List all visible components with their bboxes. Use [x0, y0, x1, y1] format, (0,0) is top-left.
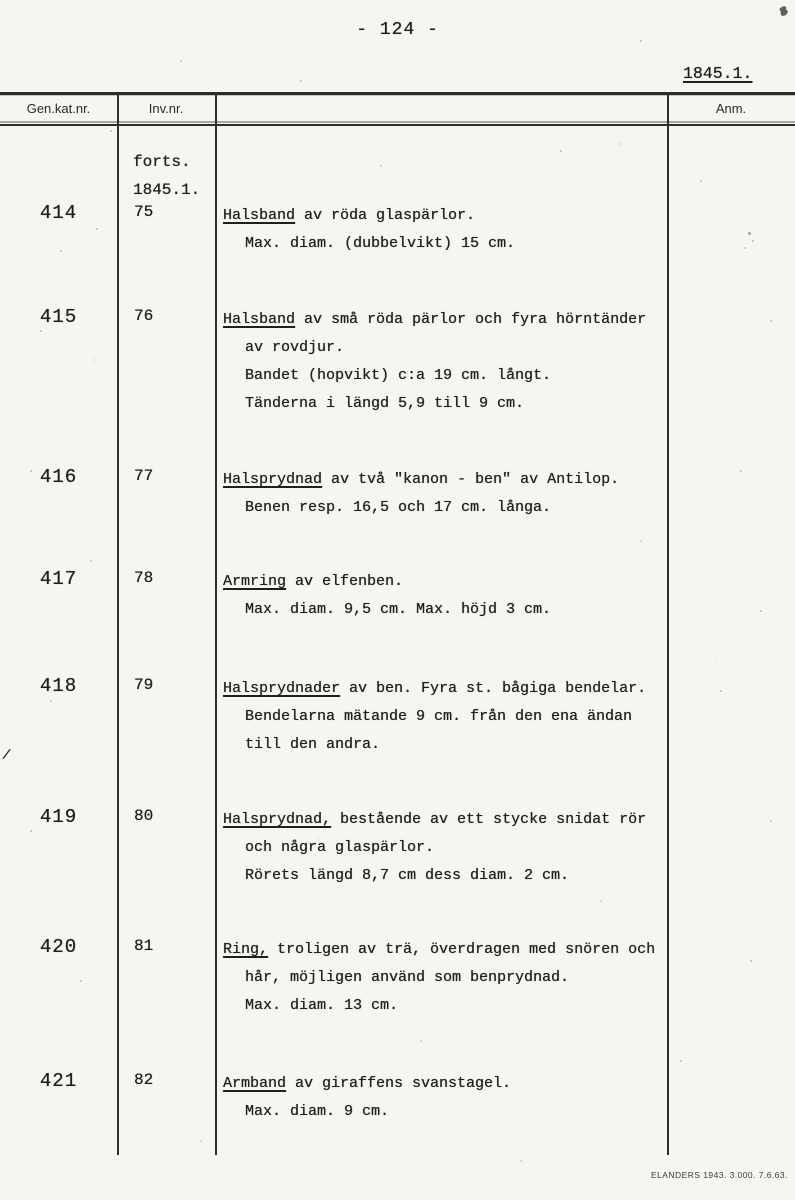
entry-first-line — [223, 806, 663, 834]
inv-nr-value: 75 — [134, 203, 154, 221]
scan-speck — [560, 150, 562, 152]
scan-speck — [60, 250, 62, 252]
entry-description — [223, 675, 663, 759]
entry-first-line — [223, 1070, 663, 1098]
entry-line: av rovdjur. — [245, 339, 345, 356]
continuation-line1: forts. — [133, 153, 191, 171]
entry-description — [223, 466, 663, 522]
ink-blot — [777, 5, 789, 18]
gen-kat-nr-value: 415 — [39, 306, 78, 328]
scan-speck — [750, 960, 752, 962]
entry-headword-rest: bestående av ett stycke snidat rör — [331, 811, 647, 828]
entry-headword: Ring, — [223, 941, 269, 958]
scan-speck — [640, 40, 642, 42]
entry-first-line — [223, 675, 663, 703]
entry-first-line — [223, 936, 663, 964]
entry-description — [223, 202, 663, 258]
scan-speck — [80, 980, 82, 982]
entry-line: Bendelarna mätande 9 cm. från den ena ändan — [245, 708, 633, 725]
gen-kat-nr-value: 418 — [39, 675, 78, 697]
entry-headword-rest: av giraffens svanstagel. — [286, 1075, 512, 1092]
page-number: - 124 - — [356, 20, 439, 40]
scan-speck — [96, 228, 98, 230]
scan-speck — [770, 820, 772, 822]
entry-line: Benen resp. 16,5 och 17 cm. långa. — [245, 499, 552, 516]
inv-nr-value: 80 — [134, 807, 154, 825]
inv-nr-value: 79 — [134, 676, 154, 694]
scan-speck — [700, 180, 702, 182]
entry-headword-rest: av två "kanon - ben" av Antilop. — [322, 471, 620, 488]
scan-speck — [30, 470, 32, 472]
entry-line: Max. diam. 9,5 cm. Max. höjd 3 cm. — [245, 601, 552, 618]
column-header-gen-kat-nr: Gen.kat.nr. — [26, 101, 91, 116]
entry-first-line — [223, 568, 663, 596]
entry-description — [223, 568, 663, 624]
scan-speck — [200, 1140, 202, 1142]
table-top-rule — [0, 92, 795, 95]
gen-kat-nr-value: 417 — [39, 568, 78, 590]
entry-description — [223, 306, 663, 418]
column-divider-1 — [117, 92, 119, 1155]
reference-number: 1845.1. — [683, 64, 753, 83]
scan-speck — [720, 690, 722, 692]
entry-line: Max. diam. 13 cm. — [245, 997, 399, 1014]
entry-line: Tänderna i längd 5,9 till 9 cm. — [245, 395, 525, 412]
entry-description — [223, 1070, 663, 1126]
header-bottom-rule — [0, 124, 795, 126]
continuation-line2: 1845.1. — [133, 181, 201, 199]
inv-nr-value: 77 — [134, 467, 154, 485]
entry-headword: Halsband — [223, 207, 296, 224]
column-divider-2 — [215, 92, 217, 1155]
entry-line: hår, möjligen använd som benprydnad. — [245, 969, 570, 986]
header-bottom-rule-shadow — [0, 121, 795, 123]
scan-speck — [90, 560, 92, 562]
entry-line: och några glaspärlor. — [245, 839, 435, 856]
gen-kat-nr-value: 421 — [39, 1070, 78, 1092]
scan-speck — [760, 610, 762, 612]
entry-first-line — [223, 466, 663, 494]
scan-speck — [748, 232, 751, 235]
entry-line: till den andra. — [245, 736, 381, 753]
entry-description — [223, 806, 663, 890]
entry-headword-rest: av ben. Fyra st. bågiga bendelar. — [340, 680, 647, 697]
scan-speck — [180, 60, 182, 62]
scan-speck — [50, 700, 52, 702]
entry-first-line — [223, 306, 663, 334]
scan-speck — [110, 130, 112, 132]
scan-speck — [420, 1040, 422, 1042]
scan-speck — [770, 320, 772, 322]
column-header-anm: Anm. — [715, 101, 747, 116]
scan-speck — [40, 330, 42, 332]
entry-headword-rest: troligen av trä, överdragen med snören och — [268, 941, 656, 958]
scan-speck — [380, 165, 382, 167]
gen-kat-nr-value: 419 — [39, 806, 78, 828]
entry-headword: Halsband — [223, 311, 296, 328]
entry-headword: Armband — [223, 1075, 287, 1092]
entry-line: Bandet (hopvikt) c:a 19 cm. långt. — [245, 367, 552, 384]
scan-speck — [680, 1060, 682, 1062]
scan-speck — [30, 830, 32, 832]
entry-headword: Armring — [223, 573, 287, 590]
margin-stray-mark: / — [0, 747, 12, 765]
continuation-note — [133, 148, 200, 204]
entry-headword-rest: av röda glaspärlor. — [295, 207, 476, 224]
scan-speck — [752, 240, 754, 242]
column-header-inv-nr: Inv.nr. — [148, 101, 184, 116]
entry-headword: Halsprydnader — [223, 680, 341, 697]
entry-line: Rörets längd 8,7 cm dess diam. 2 cm. — [245, 867, 570, 884]
entry-headword-rest: av små röda pärlor och fyra hörntänder — [295, 311, 647, 328]
inv-nr-value: 82 — [134, 1071, 154, 1089]
entry-line: Max. diam. (dubbelvikt) 15 cm. — [245, 235, 516, 252]
inv-nr-value: 76 — [134, 307, 154, 325]
printer-mark: ELANDERS 1943. 3.000. 7.6.63. — [651, 1170, 788, 1180]
inv-nr-value: 78 — [134, 569, 154, 587]
scan-speck — [744, 247, 746, 249]
inv-nr-value: 81 — [134, 937, 154, 955]
entry-line: Max. diam. 9 cm. — [245, 1103, 390, 1120]
scan-speck — [640, 540, 642, 542]
entry-headword-rest: av elfenben. — [286, 573, 404, 590]
scan-speck — [300, 80, 302, 82]
gen-kat-nr-value: 414 — [39, 202, 78, 224]
entry-headword: Halsprydnad — [223, 471, 323, 488]
entry-description — [223, 936, 663, 1020]
entry-first-line — [223, 202, 663, 230]
entry-headword: Halsprydnad, — [223, 811, 332, 828]
scan-speck — [740, 470, 742, 472]
scan-speck — [600, 900, 602, 902]
scan-speck — [520, 1160, 522, 1162]
gen-kat-nr-value: 416 — [39, 466, 78, 488]
column-divider-3 — [667, 92, 669, 1155]
gen-kat-nr-value: 420 — [39, 936, 78, 958]
